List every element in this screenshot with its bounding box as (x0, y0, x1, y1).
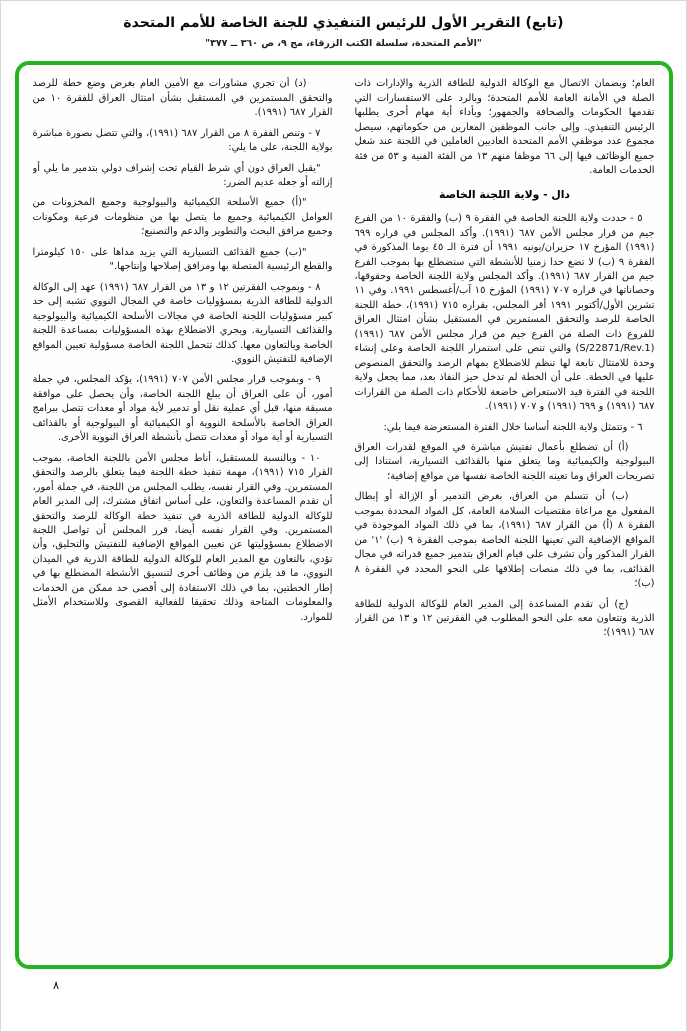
paragraph: (ب) أن تتسلم من العراق، بغرض التدمير أو الإزالة أو إبطال المفعول مع مراعاة مقتضيات السلامة العامة، كل المواد المحددة بموجب الفقرة ٨ (أ) من القرار ٦٨٧ (١٩٩١)، بما في ذلك المواد الموجودة في المواقع الإضافية التي تعينها اللجنة الخاصة بموجب الفقرة ٩ (ب) '١' من القرار المذكور وأن تشرف على قيام العراق بتدمير جميع قدراته في مجال القذائف، بما في ذلك منصات إطلاقها على النحو المحدد في الفقرة ٨ (ب)؛ (354, 491, 655, 590)
paragraph: ٥ - حددت ولاية اللجنة الخاصة في الفقرة ٩ (ب) والفقرة ١٠ من الفرع جيم من قرار مجلس الأمن ٦٨٧ (١٩٩١). وأكد المجلس في قراره ٦٩٩ (١٩٩١) المؤرخ ١٧ حزيران/يونيه ١٩٩١ أن فترة الـ ٤٥ يوما المذكورة في الفقرة ٩ (ب) لا تضع حدا زمنيا للأنشطة التي ستضطلع بها بموجب الفرع جيم من القرار ٦٨٧ (١٩٩١). وأكد المجلس ولاية اللجنة الخاصة وحقوقها، وحصاناتها في قراره ٧٠٧ (١٩٩١) المؤرخ ١٥ آب/أغسطس ١٩٩١. وفي ١١ تشرين الأول/أكتوبر ١٩٩١ أقر المجلس، بقراره ٧١٥ (١٩٩١)، خطة اللجنة الخاصة للرصد والتحقق المستمرين في المستقبل بشأن امتثال العراق للفروع ذات الصلة من الفرع جيم من قرار مجلس الأمن ٦٨٧ (١٩٩١) (S/22871/Rev.1) والتي تنص على استمرار اللجنة الخاصة وعلى إنشاء وحدة للامتثال تابعة لها تنظم للاضطلاع بمهام الرصد والتحقق المنصوص عليها في الخطة. على أن الخطة لم تدخل حيز النفاذ بعد، مما يجعل ولاية اللجنة في الفترة قيد الاستعراض خاضعة للأحكام ذات الصلة من القرارات ٦٨٧ (١٩٩١) و ٦٩٩ (١٩٩١) و ٧٠٧ (١٩٩١). (354, 213, 655, 413)
paragraph: ٧ - وتنص الفقرة ٨ من القرار ٦٨٧ (١٩٩١)، والتي تتصل بصورة مباشرة بولاية اللجنة، على ما يلي: (32, 127, 333, 154)
paragraph: "(أ) جميع الأسلحة الكيميائية والبيولوجية وجميع المخزونات من العوامل الكيميائية وجميع ما يتصل بها من منظومات فرعية ومكونات وجميع مرافق البحث والتطوير والدعم والتصنيع؛ (32, 197, 333, 238)
section-heading: دال - ولاية اللجنة الخاصة (439, 188, 570, 202)
two-column-text (33, 77, 655, 953)
paragraph: (د) أن تجري مشاورات مع الأمين العام بغرض وضع خطة للرصد والتحقق المستمرين في المستقبل بشأن امتثال العراق للفقرة ١٠ من القرار ٦٨٧ (١٩٩١). (32, 78, 333, 119)
document-subtitle: "الأمم المتحدة، سلسلة الكتب الزرقاء، مج ٩، ص ٣٦٠ ــ ٣٧٧" (205, 38, 482, 50)
document-header (1, 1, 686, 49)
paragraph: (أ) أن تضطلع بأعمال تفتيش مباشرة في الموقع لقدرات العراق البيولوجية والكيميائية وما يتعلق منها بالقذائف التسيارية، استنادا إلى تصريحات العراق وما تعينه اللجنة الخاصة نفسها من مواقع إضافية؛ (354, 442, 655, 482)
paragraph: العام؛ وبضمان الاتصال مع الوكالة الدولية للطاقة الذرية والإدارات ذات الصلة في الأمانة العامة للأمم المتحدة؛ وبالرد على الاستفسارات التي تقدمها الحكومات والصحافة والجمهور؛ وبأداء أية مهام أخرى يطلبها الرئيس التنفيذي. وإلى جانب الموظفين المعارين من حكوماتهم، سيصل مجموع عدد موظفي الأمم المتحدة العاديين العاملين في اللجنة عند شغل جميع الوظائف فيها إلى ٦٦ موظفا منهم ١٣ من الفئة الفنية و ٥٣ من فئة الخدمات العامة. (354, 78, 655, 177)
green-text-frame (15, 61, 673, 969)
column-left (33, 77, 333, 953)
document-footer (1, 978, 686, 992)
paragraph: "يقبل العراق دون أي شرط القيام تحت إشراف دولي بتدمير ما يلي أو إزالته أو جعله عديم الضرر: (32, 162, 333, 189)
paragraph: ٦ - وتتمثل ولاية اللجنة أساسا خلال الفترة المستعرضة فيما يلي: (383, 421, 643, 433)
paragraph: "(ب) جميع القذائف التسيارية التي يزيد مداها على ١٥٠ كيلومترا والقطع الرئيسية المتصلة بها ومرافق إصلاحها وإنتاجها." (32, 246, 333, 273)
column-right (355, 77, 655, 953)
paragraph: (ج) أن تقدم المساعدة إلى المدير العام للوكالة الدولية للطاقة الذرية وتتعاون معه على النحو المطلوب في الفقرتين ١٢ و ١٣ من القرار ٦٨٧ (١٩٩١)؛ (354, 598, 655, 639)
paragraph: ٨ - وبموجب الفقرتين ١٢ و ١٣ من القرار ٦٨٧ (١٩٩١) عهد إلى الوكالة الدولية للطاقة الذرية بمسؤوليات خاصة في المجال النووي تشبه إلى حد كبير مسؤوليات اللجنة الخاصة في مجالات الأسلحة الكيميائية والبيولوجية والقذائف التسيارية. ويجري الاضطلاع بهذه المسؤوليات بمساعدة اللجنة الخاصة وبالتعاون معها. كذلك تتحمل اللجنة الخاصة مسؤولية تعيين المواقع الإضافية للتفتيش النووي. (32, 281, 333, 365)
paragraph: ٩ - وبموجب قرار مجلس الأمن ٧٠٧ (١٩٩١)، يؤكد المجلس، في جملة أمور، أن على العراق أن يبلغ اللجنة الخاصة، وأن يحصل على موافقة مسبقة منها، قبل أي عملية نقل أو تدمير لأية مواد أو معدات تتصل ببرامج العراق الخاصة بالأسلحة النووية أو الكيميائية أو البيولوجية أو بالقذائف التسيارية أو أية مواد أو معدات تتصل بأنشطة العراق النووية الأخرى. (32, 374, 333, 444)
page-number: ٨ (53, 978, 60, 993)
document-title: (تابع) التقرير الأول للرئيس التنفيذي للجنة الخاصة للأمم المتحدة (123, 15, 564, 31)
paragraph: ١٠ - وبالنسبة للمستقبل، أناط مجلس الأمن باللجنة الخاصة، بموجب القرار ٧١٥ (١٩٩١)، مهمة تنفيذ خطة اللجنة فيما يتعلق بالرصد والتحقق المستمرين. وفي القرار نفسه، يطلب المجلس من اللجنة، في جملة أمور، أن تقدم المساعدة والتعاون، على أساس اتفاق مشترك، إلى المدير العام للوكالة الدولية للطاقة الذرية في تنفيذ خطة الوكالة للرصد والتحقق المستمرين. وفي القرار نفسه أيضا، قرر المجلس أن تواصل اللجنة الاضطلاع بمسؤوليتها عن تعيين المواقع الإضافية للتفتيش والتحليق، وأن تؤدي، بالتعاون مع المدير العام للوكالة الدولية للطاقة الذرية في الميدان النووي، ما قد يلزم من وظائف أخرى لتنسيق الأنشطة المضطلع بها في إطار الخطتين، بما في ذلك الاستفادة إلى أقصى حد ممكن من الخدمات والمعلومات المتاحة وذلك تحقيقا للفعالية القصوى وللاستخدام الأمثل للموارد. (32, 452, 333, 623)
